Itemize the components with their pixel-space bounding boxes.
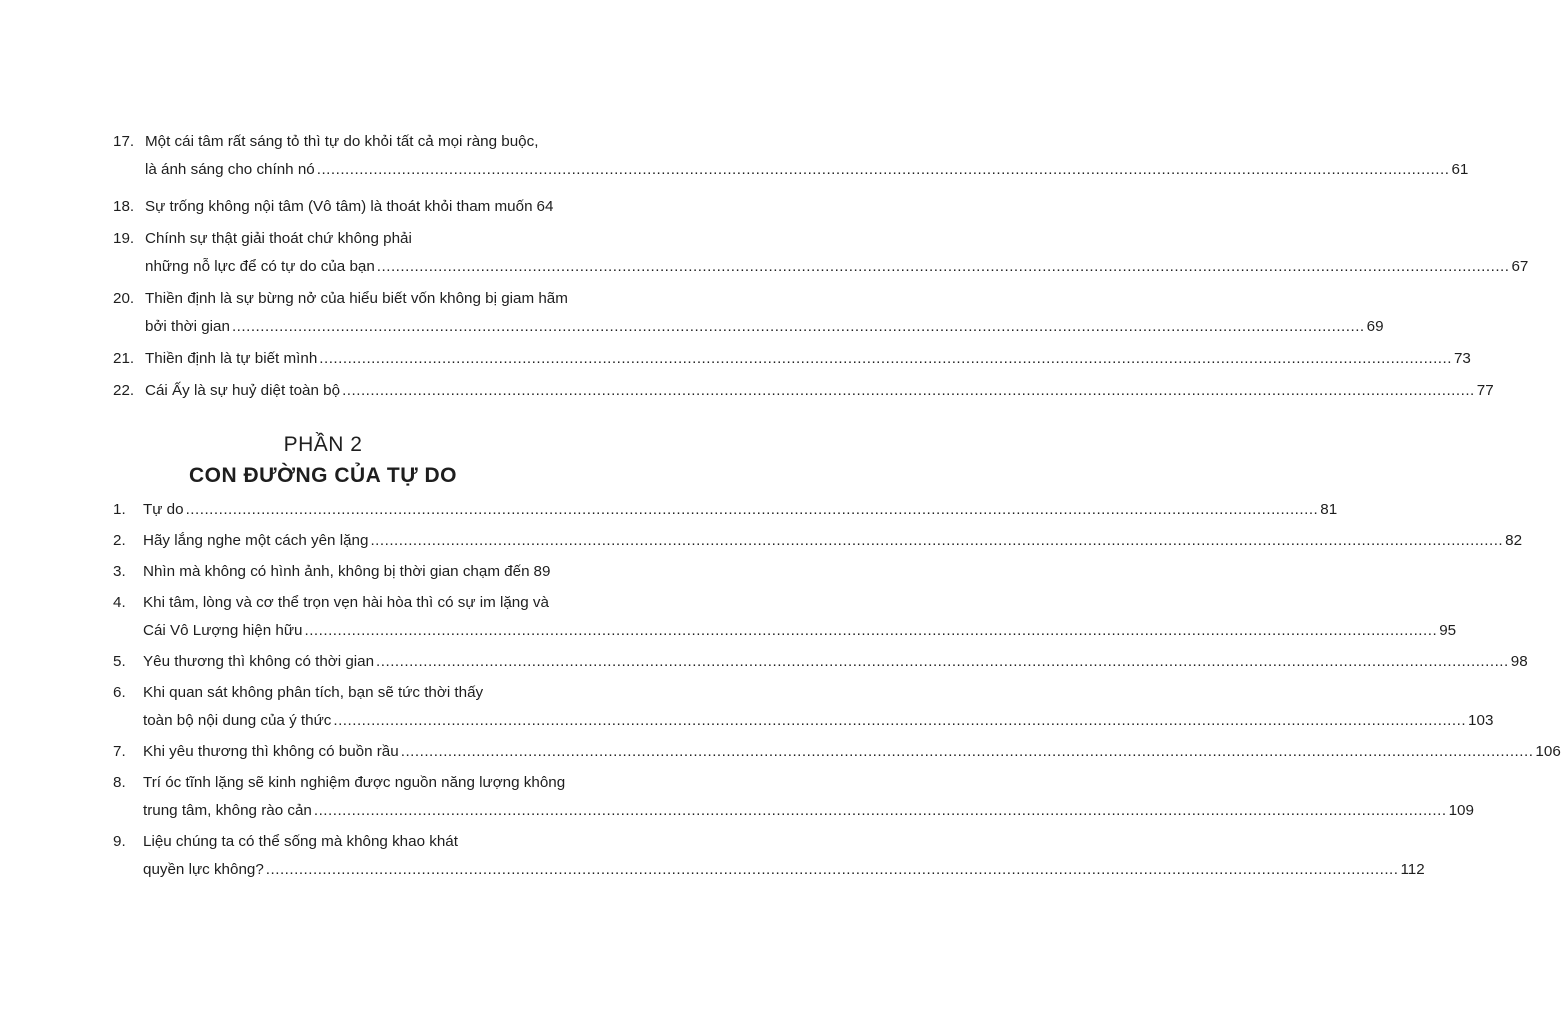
entry-number: 22. bbox=[113, 382, 135, 399]
toc-entry bbox=[113, 128, 1469, 184]
entry-number: 21. bbox=[113, 350, 135, 367]
toc-entry bbox=[113, 648, 1528, 676]
entry-title-line: trung tâm, không rào cản bbox=[143, 802, 312, 819]
toc-entry bbox=[113, 828, 1425, 884]
entry-title-line: là ánh sáng cho chính nó bbox=[145, 161, 315, 178]
page-number: 73 bbox=[1453, 350, 1471, 367]
entry-title-line: Yêu thương thì không có thời gian bbox=[143, 653, 375, 670]
entry-title-line: Cái Ấy là sự huỷ diệt toàn bộ bbox=[145, 382, 341, 399]
entry-title-line: Sự trống không nội tâm (Vô tâm) là thoát khỏi tham muốn bbox=[145, 198, 533, 215]
toc-entry bbox=[113, 193, 554, 221]
entry-number: 2. bbox=[113, 532, 126, 549]
dot-leader bbox=[304, 617, 1437, 645]
page-number: 64 bbox=[536, 198, 554, 215]
page-number: 82 bbox=[1505, 532, 1523, 549]
dot-leader bbox=[314, 797, 1447, 825]
entry-number: 3. bbox=[113, 563, 126, 580]
entry-title-line: Trí óc tĩnh lặng sẽ kinh nghiệm được nguồn năng lượng không bbox=[143, 774, 566, 791]
entry-title-line: toàn bộ nội dung của ý thức bbox=[143, 712, 332, 729]
page-number: 112 bbox=[1400, 861, 1425, 878]
dot-leader bbox=[342, 377, 1475, 405]
entry-title-line: bởi thời gian bbox=[145, 318, 230, 335]
entry-number: 8. bbox=[113, 774, 126, 791]
part-title: CON ĐƯỜNG CỦA TỰ DO bbox=[189, 464, 457, 487]
part-label: PHẦN 2 bbox=[283, 433, 363, 456]
dot-leader bbox=[186, 496, 1319, 524]
dot-leader bbox=[266, 856, 1399, 884]
entry-title-line: Tự do bbox=[143, 501, 184, 518]
toc-entry bbox=[113, 377, 1494, 405]
page-number: 106 bbox=[1535, 743, 1561, 760]
dot-leader bbox=[376, 648, 1509, 676]
dot-leader bbox=[333, 707, 1466, 735]
entry-title-line: Thiền định là tự biết mình bbox=[145, 350, 318, 367]
toc-entry bbox=[113, 496, 1338, 524]
entry-title-line: Thiền định là sự bừng nở của hiểu biết vốn không bị giam hãm bbox=[145, 290, 568, 307]
page-number: 95 bbox=[1439, 622, 1457, 639]
dot-leader bbox=[232, 313, 1365, 341]
page-number: 109 bbox=[1448, 802, 1474, 819]
entry-number: 4. bbox=[113, 594, 126, 611]
entry-title-line: Một cái tâm rất sáng tỏ thì tự do khỏi tất cả mọi ràng buộc, bbox=[145, 133, 539, 150]
entry-number: 6. bbox=[113, 684, 126, 701]
page-number: 69 bbox=[1366, 318, 1384, 335]
toc-entry bbox=[113, 527, 1523, 555]
entry-number: 17. bbox=[113, 133, 135, 150]
toc-entry bbox=[113, 558, 551, 586]
dot-leader bbox=[370, 527, 1503, 555]
entry-title-line: Liệu chúng ta có thể sống mà không khao khát bbox=[143, 833, 458, 850]
dot-leader bbox=[317, 156, 1450, 184]
entry-number: 7. bbox=[113, 743, 126, 760]
dot-leader bbox=[377, 253, 1510, 281]
entry-number: 18. bbox=[113, 198, 135, 215]
entry-title-line: Khi tâm, lòng và cơ thể trọn vẹn hài hòa thì có sự im lặng và bbox=[143, 594, 549, 611]
toc-part1-list bbox=[113, 128, 1529, 405]
entry-title-line: những nỗ lực để có tự do của bạn bbox=[145, 258, 375, 275]
toc-entry bbox=[113, 738, 1561, 766]
entry-title-line: Nhìn mà không có hình ảnh, không bị thời gian chạm đến bbox=[143, 563, 530, 580]
toc-part2-list bbox=[113, 496, 1561, 884]
toc-entry bbox=[113, 225, 1529, 281]
entry-title-line: Cái Vô Lượng hiện hữu bbox=[143, 622, 303, 639]
toc-entry bbox=[113, 679, 1494, 735]
toc-entry bbox=[113, 345, 1471, 373]
dot-leader bbox=[319, 345, 1452, 373]
entry-number: 19. bbox=[113, 230, 135, 247]
entry-title-line: quyền lực không? bbox=[143, 861, 264, 878]
dot-leader bbox=[401, 738, 1534, 766]
entry-number: 5. bbox=[113, 653, 126, 670]
toc-entry bbox=[113, 285, 1384, 341]
toc-entry bbox=[113, 589, 1457, 645]
page-number: 77 bbox=[1476, 382, 1494, 399]
entry-number: 20. bbox=[113, 290, 135, 307]
toc-entry bbox=[113, 769, 1474, 825]
entry-title-line: Hãy lắng nghe một cách yên lặng bbox=[143, 532, 369, 549]
entry-title-line: Khi yêu thương thì không có buồn rầu bbox=[143, 743, 399, 760]
page-number: 81 bbox=[1320, 501, 1338, 518]
page-number: 103 bbox=[1468, 712, 1494, 729]
entry-title-line: Khi quan sát không phân tích, bạn sẽ tức thời thấy bbox=[143, 684, 484, 701]
entry-title-line: Chính sự thật giải thoát chứ không phải bbox=[145, 230, 412, 247]
entry-number: 1. bbox=[113, 501, 126, 518]
page-number: 61 bbox=[1451, 161, 1469, 178]
page-number: 89 bbox=[533, 563, 551, 580]
entry-number: 9. bbox=[113, 833, 126, 850]
page-number: 98 bbox=[1510, 653, 1528, 670]
page-number: 67 bbox=[1511, 258, 1529, 275]
